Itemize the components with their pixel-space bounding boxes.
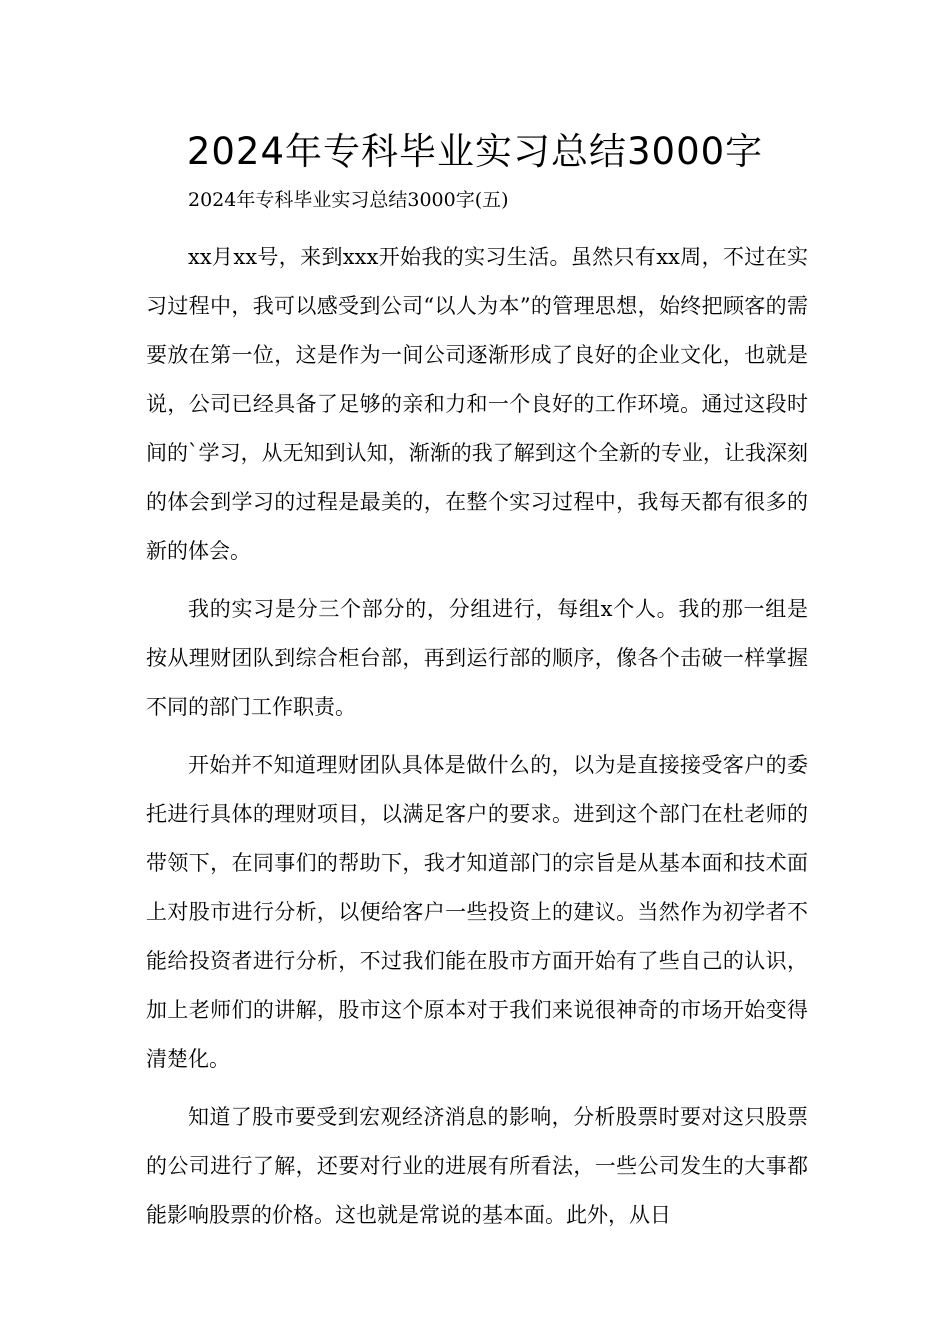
- document-title: 2024年专科毕业实习总结3000字: [186, 130, 764, 173]
- paragraph-4: 知道了股市要受到宏观经济消息的影响，分析股票时要对这只股票的公司进行了解，还要对行业的进展有所看法，一些公司发生的大事都能影响股票的价格。这也就是常说的基本面。此外，从日: [146, 1105, 808, 1227]
- paragraph-1: xx月xx号，来到xxx开始我的实习生活。虽然只有xx周，不过在实习过程中，我可以感受到公司“以人为本”的管理思想，始终把顾客的需要放在第一位，这是作为一间公司逐渐形成了良好的企业文化，也就是说，公司已经具备了足够的亲和力和一个良好的工作环境。通过这段时间的`学习，从无知到认知，渐渐的我了解到这个全新的专业，让我深刻的体会到学习的过程是最美的，在整个实习过程中，我每天都有很多的新的体会。: [146, 245, 808, 563]
- document-subtitle: 2024年专科毕业实习总结3000字(五): [188, 189, 509, 211]
- document-body: [146, 233, 808, 1249]
- paragraph-2: 我的实习是分三个部分的，分组进行，每组x个人。我的那一组是按从理财团队到综合柜台部，再到运行部的顺序，像各个击破一样掌握不同的部门工作职责。: [146, 597, 808, 719]
- paragraph-3: 开始并不知道理财团队具体是做什么的，以为是直接接受客户的委托进行具体的理财项目，以满足客户的要求。进到这个部门在杜老师的带领下，在同事们的帮助下，我才知道部门的宗旨是从基本面和技术面上对股市进行分析，以便给客户一些投资上的建议。当然作为初学者不能给投资者进行分析，不过我们能在股市方面开始有了些自己的认识，加上老师们的讲解，股市这个原本对于我们来说很神奇的市场开始变得清楚化。: [146, 753, 808, 1071]
